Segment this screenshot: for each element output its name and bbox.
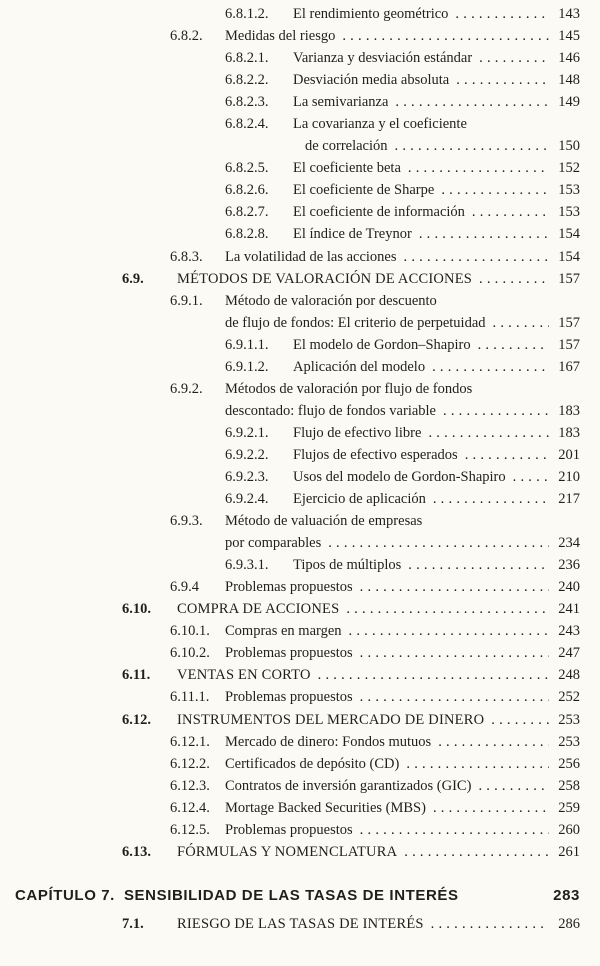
entry-number: 6.8.3. bbox=[170, 248, 203, 265]
toc-entry-line bbox=[225, 47, 600, 69]
entry-number: 6.12.3. bbox=[170, 777, 210, 794]
dot-leader bbox=[395, 91, 549, 113]
chapter-heading-row bbox=[15, 882, 600, 909]
toc-entry-line bbox=[170, 246, 600, 268]
entry-title: MÉTODOS DE VALORACIÓN DE ACCIONES bbox=[177, 270, 473, 287]
toc-entry-line bbox=[225, 356, 600, 378]
dot-leader bbox=[479, 268, 549, 290]
entry-page-number: 157 bbox=[558, 270, 580, 287]
entry-page-number: 259 bbox=[558, 799, 580, 816]
entry-title: El coeficiente beta bbox=[293, 160, 401, 177]
entry-page-number: 240 bbox=[558, 579, 580, 596]
entry-page-number: 153 bbox=[558, 182, 580, 199]
entry-number: 6.12.1. bbox=[170, 733, 210, 750]
dot-leader bbox=[419, 223, 549, 245]
toc-entry-line bbox=[170, 620, 600, 642]
dot-leader bbox=[513, 466, 549, 488]
entry-page-number: 261 bbox=[558, 843, 580, 860]
toc-entry-line bbox=[122, 664, 600, 686]
entry-title: Métodos de valoración por flujo de fondos bbox=[225, 380, 473, 397]
entry-title: Varianza y desviación estándar bbox=[293, 50, 473, 67]
dot-leader bbox=[360, 686, 549, 708]
dot-leader bbox=[455, 3, 549, 25]
entry-page-number: 247 bbox=[558, 645, 580, 662]
dot-leader bbox=[478, 334, 549, 356]
entry-title: VENTAS EN CORTO bbox=[177, 667, 311, 684]
toc-entry-line bbox=[225, 223, 600, 245]
entry-page-number: 234 bbox=[558, 535, 580, 552]
entry-number: 6.9. bbox=[122, 270, 144, 287]
entry-title: Problemas propuestos bbox=[225, 689, 353, 706]
toc-entry-line bbox=[225, 422, 600, 444]
entry-number: 6.10. bbox=[122, 601, 151, 618]
entry-title: Flujos de efectivo esperados bbox=[293, 446, 458, 463]
entry-number: 6.13. bbox=[122, 843, 151, 860]
entry-title: de correlación bbox=[305, 138, 388, 155]
entry-title: Flujo de efectivo libre bbox=[293, 424, 422, 441]
entry-page-number: 243 bbox=[558, 623, 580, 640]
entry-title: Tipos de múltiplos bbox=[293, 557, 402, 574]
entry-title: Desviación media absoluta bbox=[293, 72, 450, 89]
toc-entry-line bbox=[170, 753, 600, 775]
entry-page-number: 145 bbox=[558, 28, 580, 45]
toc-entry-line bbox=[170, 797, 600, 819]
entry-page-number: 148 bbox=[558, 72, 580, 89]
toc-entry-line bbox=[122, 841, 600, 863]
dot-leader bbox=[360, 819, 549, 841]
entry-number: 6.9.2.4. bbox=[225, 491, 269, 508]
entry-title: por comparables bbox=[225, 535, 322, 552]
entry-number: 6.8.1.2. bbox=[225, 6, 269, 22]
entry-page-number: 248 bbox=[558, 667, 580, 684]
entry-title: El coeficiente de información bbox=[293, 204, 465, 221]
toc-entry-line bbox=[122, 913, 600, 935]
entry-title: Método de valoración por descuento bbox=[225, 292, 437, 309]
entry-number: 6.11.1. bbox=[170, 689, 210, 706]
entry-page-number: 236 bbox=[558, 557, 580, 574]
entry-title: Problemas propuestos bbox=[225, 579, 353, 596]
entry-page-number: 183 bbox=[558, 424, 580, 441]
dot-leader bbox=[349, 620, 549, 642]
toc-entry-line bbox=[225, 179, 600, 201]
dot-leader bbox=[360, 642, 549, 664]
entry-page-number: 146 bbox=[558, 50, 580, 67]
toc-entry-line bbox=[225, 69, 600, 91]
toc-entry-line bbox=[225, 554, 600, 576]
entry-page-number: 149 bbox=[558, 94, 580, 111]
entry-title: RIESGO DE LAS TASAS DE INTERÉS bbox=[177, 915, 424, 932]
entry-page-number: 154 bbox=[558, 226, 580, 243]
dot-leader bbox=[443, 400, 549, 422]
entry-number: 6.9.3. bbox=[170, 513, 203, 530]
entry-number: 6.9.3.1. bbox=[225, 557, 269, 574]
entry-title: Problemas propuestos bbox=[225, 821, 353, 838]
entry-title: Mercado de dinero: Fondos mutuos bbox=[225, 733, 432, 750]
entry-title: Mortage Backed Securities (MBS) bbox=[225, 799, 426, 816]
entry-page-number: 210 bbox=[558, 468, 580, 485]
entry-number: 6.12.2. bbox=[170, 755, 210, 772]
dot-leader bbox=[438, 731, 549, 753]
toc-entry-line bbox=[225, 444, 600, 466]
toc-entry-line bbox=[122, 268, 600, 290]
entry-page-number: 183 bbox=[558, 402, 580, 419]
dot-leader bbox=[328, 532, 549, 554]
entry-number: 6.8.2.1. bbox=[225, 50, 269, 67]
entry-title: de flujo de fondos: El criterio de perpetuidad bbox=[225, 314, 486, 331]
entry-page-number: 253 bbox=[558, 711, 580, 728]
dot-leader bbox=[465, 444, 549, 466]
toc-entry-line bbox=[122, 598, 600, 620]
entry-title: Ejercicio de aplicación bbox=[293, 491, 426, 508]
entry-number: 6.8.2. bbox=[170, 28, 203, 45]
dot-leader bbox=[478, 775, 549, 797]
dot-leader bbox=[428, 422, 549, 444]
entry-number: 6.9.2.1. bbox=[225, 424, 269, 441]
toc-entry-line bbox=[225, 91, 600, 113]
toc-entry-line bbox=[225, 312, 600, 334]
entry-title: Aplicación del modelo bbox=[293, 358, 426, 375]
toc-entry-line bbox=[225, 488, 600, 510]
toc-entry-line bbox=[225, 466, 600, 488]
dot-leader bbox=[441, 179, 549, 201]
entry-number: 6.8.2.2. bbox=[225, 72, 269, 89]
entry-number: 6.10.1. bbox=[170, 623, 210, 640]
dot-leader bbox=[408, 157, 549, 179]
entry-number: 6.12.5. bbox=[170, 821, 210, 838]
entry-page-number: 201 bbox=[558, 446, 580, 463]
toc-entry-line bbox=[170, 576, 600, 598]
dot-leader bbox=[360, 576, 549, 598]
entry-number: 6.8.2.5. bbox=[225, 160, 269, 177]
toc-chapter7-entries bbox=[0, 913, 600, 935]
entry-page-number: 150 bbox=[558, 138, 580, 155]
entry-number: 6.9.2. bbox=[170, 380, 203, 397]
entry-page-number: 260 bbox=[558, 821, 580, 838]
toc-entry-line bbox=[170, 819, 600, 841]
toc-entry-line bbox=[225, 157, 600, 179]
dot-leader bbox=[408, 554, 549, 576]
dot-leader bbox=[493, 312, 549, 334]
entry-page-number: 286 bbox=[558, 915, 580, 932]
entry-page-number: 252 bbox=[558, 689, 580, 706]
dot-leader bbox=[432, 356, 549, 378]
entry-number: 6.11. bbox=[122, 667, 151, 684]
entry-title: descontado: flujo de fondos variable bbox=[225, 402, 436, 419]
toc-entry-line bbox=[170, 290, 600, 312]
toc-entry-line bbox=[225, 334, 600, 356]
entry-title: Contratos de inversión garantizados (GIC) bbox=[225, 777, 472, 794]
entry-title: FÓRMULAS Y NOMENCLATURA bbox=[177, 843, 398, 860]
entry-number: 6.8.2.6. bbox=[225, 182, 269, 199]
entry-page-number: 152 bbox=[558, 160, 580, 177]
entry-number: 6.10.2. bbox=[170, 645, 210, 662]
entry-title: Certificados de depósito (CD) bbox=[225, 755, 400, 772]
entry-page-number: 253 bbox=[558, 733, 580, 750]
dot-leader bbox=[346, 598, 549, 620]
entry-title: El coeficiente de Sharpe bbox=[293, 182, 435, 199]
entry-page-number: 256 bbox=[558, 755, 580, 772]
toc-entry-line bbox=[170, 378, 600, 400]
entry-number: 6.9.2.3. bbox=[225, 468, 269, 485]
entry-title: COMPRA DE ACCIONES bbox=[177, 601, 340, 618]
toc-entry-line bbox=[170, 510, 600, 532]
toc-entry-line bbox=[305, 135, 600, 157]
entry-title: El índice de Treynor bbox=[293, 226, 412, 243]
entry-title: La covarianza y el coeficiente bbox=[293, 116, 467, 133]
entry-page-number: 241 bbox=[558, 601, 580, 618]
entry-page-number: 157 bbox=[558, 336, 580, 353]
dot-leader bbox=[406, 753, 549, 775]
entry-number: 6.9.1.2. bbox=[225, 358, 269, 375]
entry-title: Usos del modelo de Gordon-Shapiro bbox=[293, 468, 506, 485]
dot-leader bbox=[404, 841, 549, 863]
chapter-title: SENSIBILIDAD DE LAS TASAS DE INTERÉS bbox=[123, 886, 459, 904]
entry-title: La volatilidad de las acciones bbox=[225, 248, 397, 265]
entry-title: El modelo de Gordon–Shapiro bbox=[293, 336, 471, 353]
entry-number: 7.1. bbox=[122, 915, 144, 932]
dot-leader bbox=[404, 246, 549, 268]
dot-leader bbox=[395, 135, 549, 157]
toc-entry-line bbox=[225, 400, 600, 422]
dot-leader bbox=[479, 47, 549, 69]
dot-leader bbox=[433, 488, 549, 510]
entry-page-number: 154 bbox=[558, 248, 580, 265]
dot-leader bbox=[431, 913, 549, 935]
entry-page-number: 258 bbox=[558, 777, 580, 794]
entry-title: La semivarianza bbox=[293, 94, 389, 111]
toc-entry-line bbox=[170, 25, 600, 47]
toc-entry-line bbox=[170, 642, 600, 664]
toc-entry-line bbox=[170, 775, 600, 797]
entry-number: 6.8.2.7. bbox=[225, 204, 269, 221]
dot-leader bbox=[472, 201, 549, 223]
toc-chapter6-entries bbox=[0, 3, 600, 863]
entry-title: Medidas del riesgo bbox=[225, 28, 336, 45]
entry-number: 6.9.2.2. bbox=[225, 446, 269, 463]
entry-number: 6.9.4 bbox=[170, 579, 199, 596]
entry-number: 6.9.1.1. bbox=[225, 336, 269, 353]
entry-page-number: 217 bbox=[558, 491, 580, 508]
dot-leader bbox=[433, 797, 549, 819]
entry-page-number: 153 bbox=[558, 204, 580, 221]
dot-leader bbox=[491, 709, 549, 731]
entry-page-number: 143 bbox=[558, 6, 580, 22]
toc-entry-line bbox=[225, 532, 600, 554]
chapter-number-label: CAPÍTULO 7. bbox=[15, 886, 115, 904]
toc-entry-line bbox=[122, 709, 600, 731]
entry-number: 6.8.2.4. bbox=[225, 116, 269, 133]
toc-entry-line bbox=[170, 686, 600, 708]
toc-entry-line bbox=[170, 731, 600, 753]
entry-title: El rendimiento geométrico bbox=[293, 6, 449, 22]
entry-number: 6.9.1. bbox=[170, 292, 203, 309]
entry-number: 6.12. bbox=[122, 711, 151, 728]
entry-number: 6.12.4. bbox=[170, 799, 210, 816]
toc-entry-line bbox=[225, 113, 600, 135]
entry-number: 6.8.2.8. bbox=[225, 226, 269, 243]
chapter-page-number: 283 bbox=[553, 886, 580, 904]
dot-leader bbox=[318, 664, 549, 686]
entry-page-number: 157 bbox=[558, 314, 580, 331]
toc-entry-line bbox=[225, 201, 600, 223]
entry-title: INSTRUMENTOS DEL MERCADO DE DINERO bbox=[177, 711, 485, 728]
entry-title: Método de valuación de empresas bbox=[225, 513, 423, 530]
entry-title: Problemas propuestos bbox=[225, 645, 353, 662]
dot-leader bbox=[456, 69, 549, 91]
dot-leader bbox=[342, 25, 549, 47]
toc-entry-line bbox=[225, 3, 600, 25]
entry-number: 6.8.2.3. bbox=[225, 94, 269, 111]
entry-title: Compras en margen bbox=[225, 623, 342, 640]
entry-page-number: 167 bbox=[558, 358, 580, 375]
